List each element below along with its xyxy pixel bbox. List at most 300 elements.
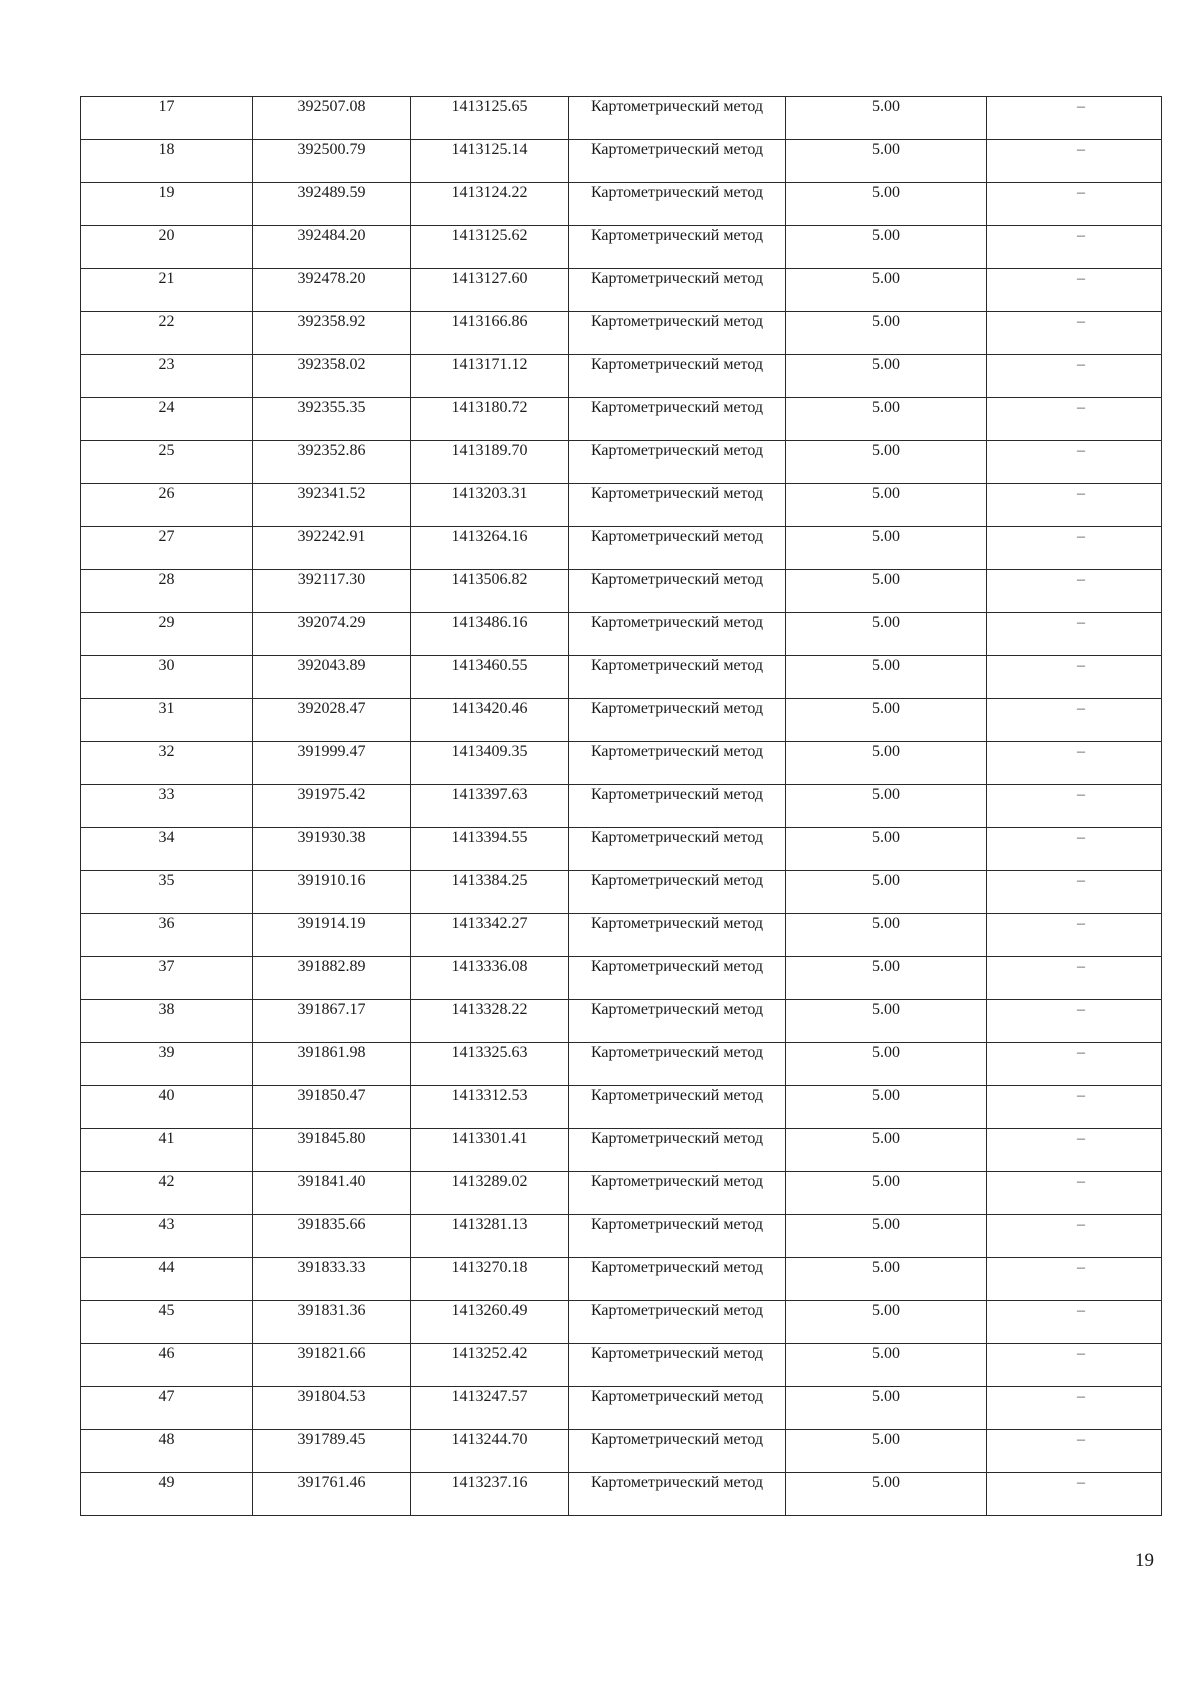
cell-method-text: Картометрический метод — [590, 98, 764, 115]
cell-y-coordinate — [411, 269, 569, 312]
cell-x-coordinate-text: 392043.89 — [297, 657, 366, 674]
cell-description-text: – — [1077, 1431, 1085, 1448]
cell-method — [569, 1258, 786, 1301]
cell-accuracy — [786, 1473, 987, 1516]
cell-accuracy-text: 5.00 — [872, 141, 900, 158]
cell-y-coordinate — [411, 1215, 569, 1258]
cell-description-text: – — [1077, 184, 1085, 201]
cell-method-text: Картометрический метод — [590, 442, 764, 459]
cell-point-number-text: 38 — [158, 1001, 175, 1018]
cell-accuracy — [786, 742, 987, 785]
cell-y-coordinate-text: 1413289.02 — [451, 1173, 528, 1190]
cell-accuracy-text: 5.00 — [872, 227, 900, 244]
cell-method-text: Картометрический метод — [590, 1345, 764, 1362]
cell-x-coordinate-text: 392117.30 — [297, 571, 366, 588]
table-row — [81, 312, 1162, 355]
cell-x-coordinate — [253, 1086, 411, 1129]
cell-description — [987, 269, 1162, 312]
cell-method-text: Картометрический метод — [590, 743, 764, 760]
cell-description — [987, 1086, 1162, 1129]
cell-y-coordinate — [411, 398, 569, 441]
cell-method — [569, 1215, 786, 1258]
cell-description-text: – — [1077, 1044, 1085, 1061]
table-row — [81, 398, 1162, 441]
cell-description — [987, 785, 1162, 828]
cell-y-coordinate — [411, 570, 569, 613]
cell-y-coordinate-text: 1413312.53 — [451, 1087, 528, 1104]
cell-accuracy — [786, 613, 987, 656]
cell-point-number-text: 48 — [158, 1431, 175, 1448]
table-row — [81, 355, 1162, 398]
cell-point-number — [81, 1086, 253, 1129]
cell-method — [569, 914, 786, 957]
cell-point-number — [81, 699, 253, 742]
cell-method-text: Картометрический метод — [590, 1173, 764, 1190]
cell-method — [569, 269, 786, 312]
cell-point-number — [81, 226, 253, 269]
cell-method — [569, 398, 786, 441]
cell-y-coordinate — [411, 1344, 569, 1387]
cell-accuracy-text: 5.00 — [872, 958, 900, 975]
cell-point-number — [81, 355, 253, 398]
cell-y-coordinate — [411, 871, 569, 914]
cell-accuracy — [786, 1387, 987, 1430]
cell-y-coordinate-text: 1413124.22 — [451, 184, 528, 201]
cell-description-text: – — [1077, 1259, 1085, 1276]
cell-y-coordinate-text: 1413264.16 — [451, 528, 528, 545]
cell-x-coordinate — [253, 355, 411, 398]
table-row — [81, 1172, 1162, 1215]
cell-accuracy — [786, 957, 987, 1000]
cell-accuracy-text: 5.00 — [872, 270, 900, 287]
cell-accuracy-text: 5.00 — [872, 399, 900, 416]
cell-description — [987, 1172, 1162, 1215]
cell-y-coordinate-text: 1413203.31 — [451, 485, 528, 502]
cell-method-text: Картометрический метод — [590, 1130, 764, 1147]
cell-description-text: – — [1077, 657, 1085, 674]
cell-accuracy — [786, 140, 987, 183]
table-row — [81, 1086, 1162, 1129]
cell-x-coordinate — [253, 527, 411, 570]
cell-accuracy-text: 5.00 — [872, 1173, 900, 1190]
cell-method-text: Картометрический метод — [590, 485, 764, 502]
table-row — [81, 183, 1162, 226]
cell-y-coordinate-text: 1413260.49 — [451, 1302, 528, 1319]
cell-y-coordinate — [411, 484, 569, 527]
cell-y-coordinate — [411, 1000, 569, 1043]
cell-description — [987, 1000, 1162, 1043]
cell-accuracy-text: 5.00 — [872, 184, 900, 201]
cell-method — [569, 1387, 786, 1430]
table-row — [81, 828, 1162, 871]
cell-y-coordinate-text: 1413506.82 — [451, 571, 528, 588]
cell-description-text: – — [1077, 1474, 1085, 1491]
cell-method — [569, 527, 786, 570]
cell-point-number-text: 26 — [158, 485, 175, 502]
cell-accuracy — [786, 269, 987, 312]
cell-point-number-text: 35 — [158, 872, 175, 889]
cell-description — [987, 871, 1162, 914]
cell-point-number — [81, 1215, 253, 1258]
cell-y-coordinate — [411, 441, 569, 484]
cell-point-number — [81, 140, 253, 183]
cell-description-text: – — [1077, 872, 1085, 889]
cell-method — [569, 441, 786, 484]
cell-point-number — [81, 1430, 253, 1473]
cell-method — [569, 355, 786, 398]
cell-description-text: – — [1077, 313, 1085, 330]
cell-method — [569, 1430, 786, 1473]
cell-accuracy — [786, 1129, 987, 1172]
cell-description — [987, 828, 1162, 871]
cell-method-text: Картометрический метод — [590, 700, 764, 717]
cell-accuracy-text: 5.00 — [872, 829, 900, 846]
cell-description — [987, 699, 1162, 742]
cell-accuracy — [786, 1086, 987, 1129]
cell-accuracy — [786, 1043, 987, 1086]
table-row — [81, 871, 1162, 914]
cell-method-text: Картометрический метод — [590, 1044, 764, 1061]
cell-x-coordinate — [253, 613, 411, 656]
cell-point-number-text: 24 — [158, 399, 175, 416]
cell-method-text: Картометрический метод — [590, 141, 764, 158]
table-row — [81, 1301, 1162, 1344]
cell-description — [987, 742, 1162, 785]
cell-y-coordinate — [411, 914, 569, 957]
cell-x-coordinate-text: 392341.52 — [297, 485, 366, 502]
cell-description — [987, 441, 1162, 484]
cell-y-coordinate-text: 1413325.63 — [451, 1044, 528, 1061]
cell-x-coordinate-text: 392484.20 — [297, 227, 366, 244]
cell-x-coordinate-text: 391831.36 — [297, 1302, 366, 1319]
cell-point-number-text: 30 — [158, 657, 175, 674]
cell-description — [987, 656, 1162, 699]
table-row — [81, 1344, 1162, 1387]
cell-accuracy — [786, 1215, 987, 1258]
table-row — [81, 785, 1162, 828]
cell-x-coordinate — [253, 226, 411, 269]
table-row — [81, 441, 1162, 484]
cell-point-number-text: 31 — [158, 700, 175, 717]
cell-method — [569, 226, 786, 269]
cell-method — [569, 1086, 786, 1129]
cell-x-coordinate — [253, 441, 411, 484]
cell-accuracy — [786, 1000, 987, 1043]
cell-accuracy — [786, 97, 987, 140]
cell-method — [569, 1000, 786, 1043]
cell-x-coordinate — [253, 183, 411, 226]
cell-point-number — [81, 1129, 253, 1172]
table-row — [81, 570, 1162, 613]
cell-description-text: – — [1077, 227, 1085, 244]
cell-accuracy — [786, 1301, 987, 1344]
cell-accuracy — [786, 871, 987, 914]
page-number: 19 — [1135, 1550, 1154, 1571]
cell-method — [569, 957, 786, 1000]
cell-x-coordinate — [253, 957, 411, 1000]
cell-x-coordinate — [253, 914, 411, 957]
cell-x-coordinate — [253, 785, 411, 828]
cell-point-number-text: 33 — [158, 786, 175, 803]
cell-accuracy — [786, 656, 987, 699]
cell-x-coordinate-text: 391845.80 — [297, 1130, 366, 1147]
cell-method-text: Картометрический метод — [590, 1388, 764, 1405]
cell-point-number — [81, 183, 253, 226]
cell-point-number — [81, 441, 253, 484]
cell-description-text: – — [1077, 1216, 1085, 1233]
cell-accuracy — [786, 1430, 987, 1473]
cell-y-coordinate — [411, 140, 569, 183]
cell-point-number-text: 23 — [158, 356, 175, 373]
cell-x-coordinate — [253, 1000, 411, 1043]
cell-x-coordinate-text: 392074.29 — [297, 614, 366, 631]
cell-method-text: Картометрический метод — [590, 1216, 764, 1233]
cell-description — [987, 914, 1162, 957]
cell-point-number — [81, 656, 253, 699]
cell-description — [987, 398, 1162, 441]
cell-x-coordinate — [253, 742, 411, 785]
cell-point-number-text: 22 — [158, 313, 175, 330]
cell-description — [987, 957, 1162, 1000]
cell-y-coordinate — [411, 97, 569, 140]
cell-y-coordinate — [411, 613, 569, 656]
cell-y-coordinate-text: 1413270.18 — [451, 1259, 528, 1276]
cell-accuracy — [786, 914, 987, 957]
cell-x-coordinate — [253, 871, 411, 914]
cell-method — [569, 1172, 786, 1215]
table-row — [81, 1000, 1162, 1043]
table-row — [81, 1043, 1162, 1086]
cell-x-coordinate — [253, 1344, 411, 1387]
cell-x-coordinate — [253, 1430, 411, 1473]
cell-description-text: – — [1077, 270, 1085, 287]
cell-point-number-text: 44 — [158, 1259, 175, 1276]
cell-method — [569, 742, 786, 785]
cell-point-number-text: 47 — [158, 1388, 175, 1405]
cell-x-coordinate-text: 391867.17 — [297, 1001, 366, 1018]
table-row — [81, 484, 1162, 527]
cell-point-number — [81, 97, 253, 140]
cell-y-coordinate — [411, 1086, 569, 1129]
cell-description-text: – — [1077, 700, 1085, 717]
cell-description — [987, 613, 1162, 656]
cell-y-coordinate-text: 1413384.25 — [451, 872, 528, 889]
cell-y-coordinate — [411, 785, 569, 828]
cell-description — [987, 1387, 1162, 1430]
cell-x-coordinate-text: 392500.79 — [297, 141, 366, 158]
cell-x-coordinate-text: 392358.92 — [297, 313, 366, 330]
table-row — [81, 1473, 1162, 1516]
cell-method — [569, 1129, 786, 1172]
cell-accuracy-text: 5.00 — [872, 700, 900, 717]
cell-accuracy-text: 5.00 — [872, 98, 900, 115]
cell-description-text: – — [1077, 1130, 1085, 1147]
cell-point-number-text: 21 — [158, 270, 175, 287]
cell-accuracy-text: 5.00 — [872, 915, 900, 932]
cell-x-coordinate — [253, 97, 411, 140]
cell-description — [987, 1129, 1162, 1172]
cell-point-number-text: 45 — [158, 1302, 175, 1319]
cell-description-text: – — [1077, 915, 1085, 932]
cell-point-number-text: 25 — [158, 442, 175, 459]
cell-method — [569, 484, 786, 527]
cell-method — [569, 97, 786, 140]
cell-accuracy-text: 5.00 — [872, 614, 900, 631]
cell-point-number — [81, 957, 253, 1000]
cell-point-number-text: 29 — [158, 614, 175, 631]
cell-point-number-text: 46 — [158, 1345, 175, 1362]
cell-accuracy-text: 5.00 — [872, 1345, 900, 1362]
cell-description — [987, 97, 1162, 140]
cell-description — [987, 1258, 1162, 1301]
cell-y-coordinate — [411, 957, 569, 1000]
table-row — [81, 914, 1162, 957]
cell-y-coordinate-text: 1413237.16 — [451, 1474, 528, 1491]
table-row — [81, 699, 1162, 742]
cell-y-coordinate — [411, 1301, 569, 1344]
cell-x-coordinate-text: 392358.02 — [297, 356, 366, 373]
cell-point-number — [81, 828, 253, 871]
cell-point-number — [81, 1000, 253, 1043]
cell-method — [569, 828, 786, 871]
cell-method — [569, 656, 786, 699]
cell-y-coordinate — [411, 527, 569, 570]
cell-x-coordinate — [253, 269, 411, 312]
cell-x-coordinate-text: 392489.59 — [297, 184, 366, 201]
cell-y-coordinate-text: 1413460.55 — [451, 657, 528, 674]
cell-y-coordinate-text: 1413342.27 — [451, 915, 528, 932]
cell-point-number — [81, 398, 253, 441]
cell-method-text: Картометрический метод — [590, 657, 764, 674]
cell-description-text: – — [1077, 1302, 1085, 1319]
cell-description-text: – — [1077, 571, 1085, 588]
cell-y-coordinate-text: 1413125.62 — [451, 227, 528, 244]
cell-description-text: – — [1077, 829, 1085, 846]
cell-x-coordinate-text: 392028.47 — [297, 700, 366, 717]
cell-y-coordinate-text: 1413336.08 — [451, 958, 528, 975]
cell-accuracy-text: 5.00 — [872, 657, 900, 674]
cell-y-coordinate-text: 1413301.41 — [451, 1130, 528, 1147]
cell-accuracy — [786, 828, 987, 871]
cell-accuracy — [786, 312, 987, 355]
cell-y-coordinate-text: 1413244.70 — [451, 1431, 528, 1448]
cell-method — [569, 871, 786, 914]
cell-description-text: – — [1077, 356, 1085, 373]
table-row — [81, 1258, 1162, 1301]
table-row — [81, 269, 1162, 312]
cell-method-text: Картометрический метод — [590, 958, 764, 975]
cell-y-coordinate — [411, 226, 569, 269]
cell-accuracy-text: 5.00 — [872, 313, 900, 330]
cell-point-number-text: 20 — [158, 227, 175, 244]
cell-y-coordinate — [411, 1387, 569, 1430]
cell-x-coordinate — [253, 1387, 411, 1430]
cell-method-text: Картометрический метод — [590, 184, 764, 201]
cell-accuracy — [786, 1172, 987, 1215]
cell-point-number-text: 17 — [158, 98, 175, 115]
cell-point-number — [81, 914, 253, 957]
cell-accuracy-text: 5.00 — [872, 1474, 900, 1491]
cell-accuracy-text: 5.00 — [872, 786, 900, 803]
cell-method — [569, 1473, 786, 1516]
cell-x-coordinate-text: 392355.35 — [297, 399, 366, 416]
cell-x-coordinate-text: 391761.46 — [297, 1474, 366, 1491]
cell-description — [987, 484, 1162, 527]
cell-y-coordinate — [411, 1172, 569, 1215]
cell-description-text: – — [1077, 1388, 1085, 1405]
cell-description-text: – — [1077, 958, 1085, 975]
cell-x-coordinate — [253, 1043, 411, 1086]
cell-accuracy — [786, 570, 987, 613]
cell-method-text: Картометрический метод — [590, 1259, 764, 1276]
cell-method-text: Картометрический метод — [590, 399, 764, 416]
cell-point-number-text: 28 — [158, 571, 175, 588]
cell-x-coordinate — [253, 1473, 411, 1516]
cell-description — [987, 570, 1162, 613]
cell-y-coordinate-text: 1413247.57 — [451, 1388, 528, 1405]
cell-x-coordinate-text: 391999.47 — [297, 743, 366, 760]
cell-description-text: – — [1077, 786, 1085, 803]
cell-method — [569, 785, 786, 828]
cell-method-text: Картометрический метод — [590, 786, 764, 803]
cell-x-coordinate — [253, 828, 411, 871]
table-row — [81, 656, 1162, 699]
cell-description-text: – — [1077, 1173, 1085, 1190]
cell-point-number — [81, 742, 253, 785]
cell-description-text: – — [1077, 1345, 1085, 1362]
cell-method-text: Картометрический метод — [590, 571, 764, 588]
cell-y-coordinate-text: 1413409.35 — [451, 743, 528, 760]
cell-y-coordinate-text: 1413166.86 — [451, 313, 528, 330]
cell-accuracy-text: 5.00 — [872, 1259, 900, 1276]
cell-y-coordinate — [411, 656, 569, 699]
cell-accuracy-text: 5.00 — [872, 743, 900, 760]
cell-description — [987, 183, 1162, 226]
cell-description-text: – — [1077, 614, 1085, 631]
cell-y-coordinate — [411, 312, 569, 355]
cell-description-text: – — [1077, 1001, 1085, 1018]
cell-method — [569, 183, 786, 226]
cell-accuracy-text: 5.00 — [872, 571, 900, 588]
cell-description — [987, 1301, 1162, 1344]
cell-x-coordinate — [253, 1172, 411, 1215]
cell-accuracy-text: 5.00 — [872, 1001, 900, 1018]
cell-x-coordinate-text: 391914.19 — [297, 915, 366, 932]
cell-x-coordinate-text: 391833.33 — [297, 1259, 366, 1276]
cell-accuracy-text: 5.00 — [872, 485, 900, 502]
coordinates-table — [80, 96, 1162, 1516]
cell-accuracy — [786, 1344, 987, 1387]
cell-y-coordinate-text: 1413252.42 — [451, 1345, 528, 1362]
cell-accuracy — [786, 484, 987, 527]
cell-accuracy-text: 5.00 — [872, 442, 900, 459]
cell-x-coordinate — [253, 1258, 411, 1301]
cell-y-coordinate-text: 1413125.14 — [451, 141, 528, 158]
cell-point-number — [81, 613, 253, 656]
cell-x-coordinate — [253, 699, 411, 742]
cell-point-number-text: 42 — [158, 1173, 175, 1190]
cell-accuracy-text: 5.00 — [872, 356, 900, 373]
cell-point-number — [81, 1344, 253, 1387]
cell-y-coordinate — [411, 828, 569, 871]
cell-accuracy — [786, 699, 987, 742]
cell-x-coordinate-text: 391930.38 — [297, 829, 366, 846]
cell-x-coordinate — [253, 570, 411, 613]
cell-method — [569, 1301, 786, 1344]
cell-accuracy — [786, 441, 987, 484]
cell-description-text: – — [1077, 1087, 1085, 1104]
cell-y-coordinate-text: 1413397.63 — [451, 786, 528, 803]
